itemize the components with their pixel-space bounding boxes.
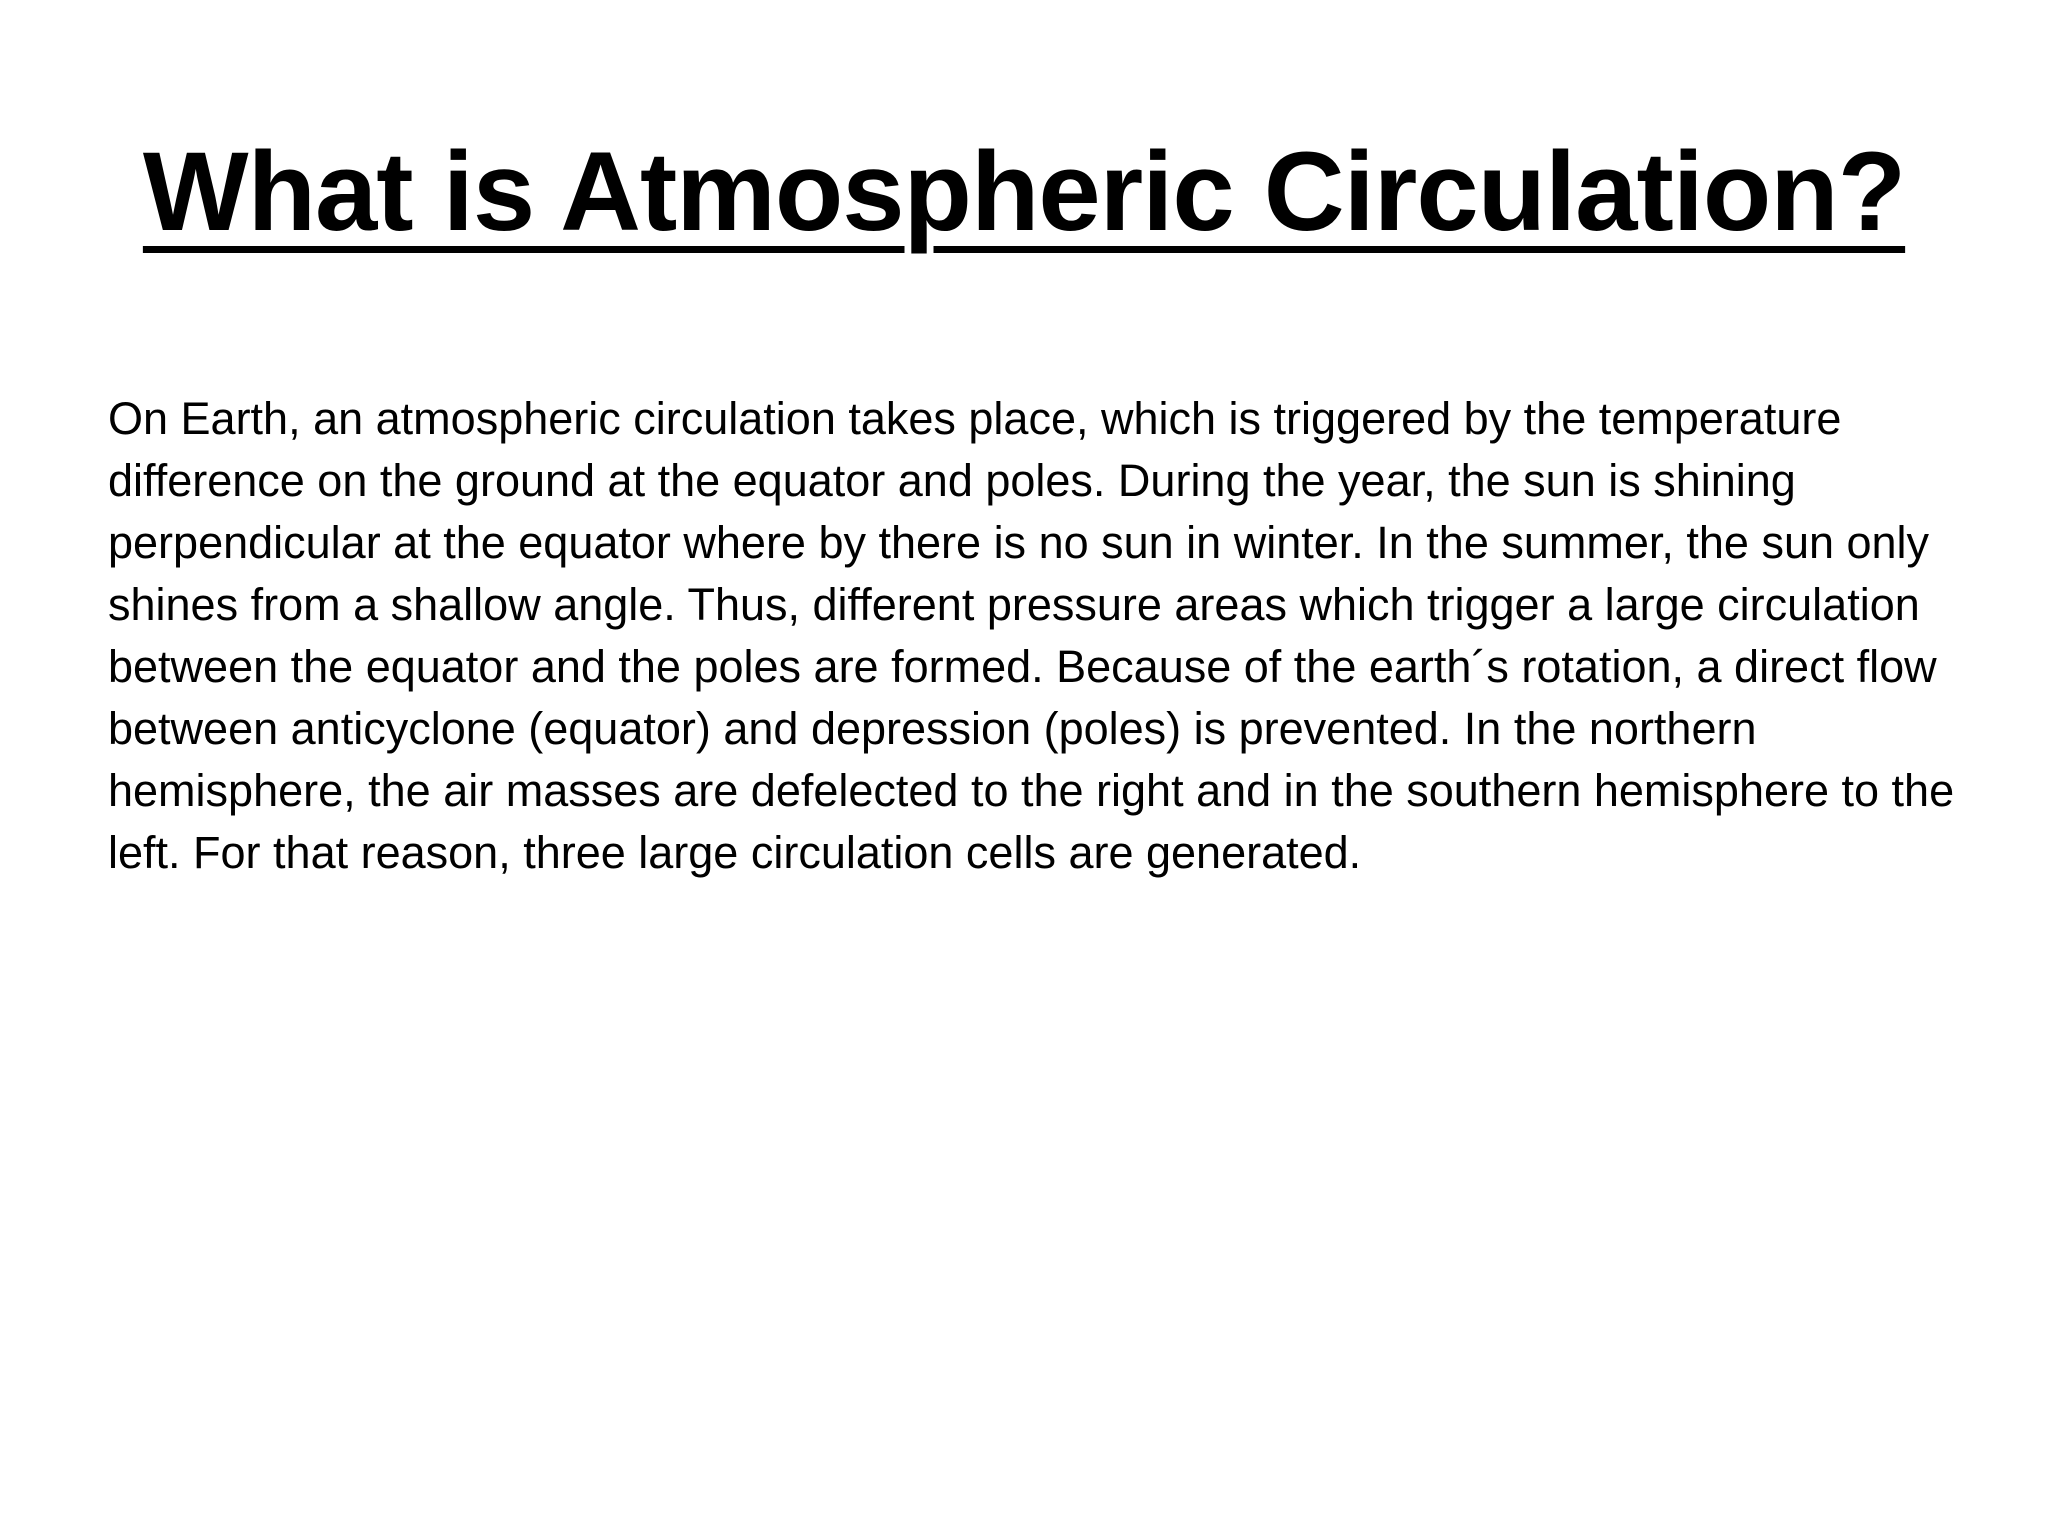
slide-body-text: On Earth, an atmospheric circulation takes place, which is triggered by the temperature difference on the ground at the equator and poles. During the year, the sun is shining perpendicular at the equator where by there is no sun in winter. In the summer, the sun only shines from a shallow angle. Thus, different pressure areas which trigger a large circulation between the equator and the poles are formed. Because of the earth´s rotation, a direct flow between anticyclone (equator) and depression (poles) is prevented. In the northern hemisphere, the air masses are defelected to the right and in the southern hemisphere to the left. For that reason, three large circulation cells are generated. [108,393,1955,878]
slide-title: What is Atmospheric Circulation? [142,129,1906,254]
